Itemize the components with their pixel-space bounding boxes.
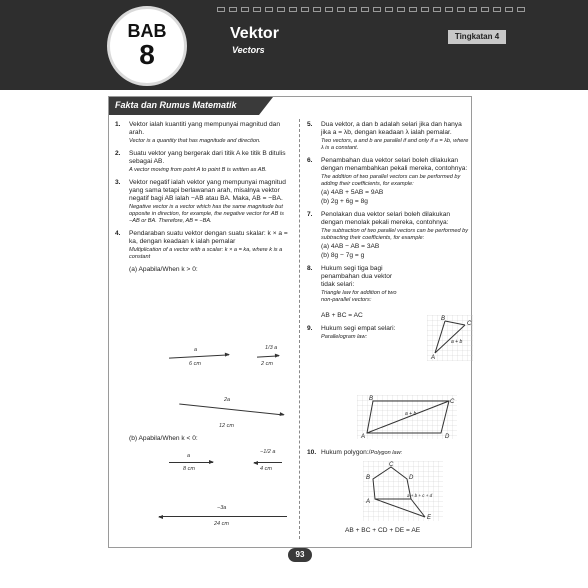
sum-label: a + b	[405, 411, 417, 417]
vector-label: a	[194, 347, 198, 353]
length-label: 12 cm	[219, 423, 234, 429]
parallelogram-diagram	[357, 395, 457, 439]
item-number: 4.	[115, 229, 121, 237]
section-banner	[109, 97, 259, 115]
example-equation: (b) 8g − 7g = g	[321, 251, 365, 259]
vector-neg-3a	[159, 505, 289, 533]
vector-arrow	[169, 354, 229, 358]
vector-third-a	[257, 345, 283, 369]
vector-a-6cm	[169, 347, 229, 369]
point-c-label: C	[450, 399, 455, 405]
fact-item-3	[115, 179, 293, 225]
chapter-subtitle: Vectors	[232, 45, 265, 55]
length-label: 2 cm	[261, 361, 273, 367]
point-e-label: E	[427, 515, 432, 521]
point-d-label: D	[445, 434, 450, 439]
column-divider	[299, 119, 300, 539]
point-b-label: B	[369, 396, 374, 402]
item-number: 2.	[115, 149, 121, 157]
point-a-label: A	[361, 434, 366, 439]
content-panel	[108, 96, 472, 548]
item-english: Polygon law:	[370, 450, 403, 456]
item-english: Two vectors, a and b are parallel if and only if a = λb, where λ is a constant.	[321, 138, 469, 151]
item-english: A vector moving from point A to point B is written as AB.	[129, 167, 267, 174]
triangle-law-diagram	[427, 315, 473, 361]
point-b-label: B	[441, 316, 446, 322]
vector-label: 2a	[224, 397, 231, 403]
vector-arrow	[169, 462, 213, 463]
item-number: 8.	[307, 264, 313, 272]
right-column	[307, 121, 469, 346]
point-a-label: A	[431, 355, 436, 361]
sum-label: a + b	[451, 339, 463, 345]
item-text: Vektor negatif ialah vektor yang mempunyai magnitud yang sama tetapi berlawanan arah, misalnya vektor negatif bagi AB ialah −AB atau BA. Maka, AB = −BA.	[129, 178, 286, 203]
vector-label: 1/3 a	[265, 345, 278, 351]
point-d-label: D	[409, 475, 414, 481]
fact-item-10	[307, 449, 469, 457]
item-number: 10.	[307, 449, 317, 456]
vector-2a	[179, 397, 284, 437]
item-text: Suatu vektor yang bergerak dari titik A ke titik B ditulis sebagai AB.	[129, 149, 286, 166]
length-label: 8 cm	[183, 466, 195, 472]
point-a-label: A	[366, 499, 371, 505]
vector-arrow	[257, 355, 279, 357]
case-b-label: (b) Apabila/When k < 0:	[129, 435, 198, 442]
page-number: 93	[288, 548, 312, 562]
item-text: Pendaraban suatu vektor dengan suatu skalar: k × a = ka, dengan keadaan k ialah pemalar	[129, 229, 288, 245]
length-label: 24 cm	[214, 521, 229, 527]
chapter-badge	[107, 6, 187, 86]
point-c-label: C	[467, 321, 472, 327]
case-a-label: (a) Apabila/When k > 0:	[129, 266, 198, 274]
example-equation: (a) 4AB − AB = 3AB	[321, 242, 380, 250]
item-text: Dua vektor, a dan b adalah selari jika dan hanya jika a = λb, dengan keadaan λ ialah pemalar.	[321, 121, 462, 137]
vector-label: a	[187, 453, 191, 459]
length-label: 4 cm	[260, 466, 272, 472]
item-number: 9.	[307, 324, 313, 332]
triangle-law-equation: AB + BC = AC	[321, 311, 363, 319]
point-b-label: B	[366, 475, 371, 481]
item-text: Hukum segi tiga bagi penambahan dua vektor tidak selari:	[321, 264, 393, 288]
example-equation: (a) 4AB + 5AB = 9AB	[321, 188, 384, 196]
vector-arrow	[254, 462, 282, 463]
item-text: Hukum segi empat selari:	[321, 324, 396, 332]
item-english: Parallelogram law:	[321, 333, 368, 340]
item-english: Negative vector is a vector which has the same magnitude but opposite in direction, for example, the negative vector for AB is −AB or BA. Therefore, AB = −BA.	[129, 204, 284, 224]
example-equation: (b) 2g + 6g = 8g	[321, 197, 368, 205]
item-english: The addition of two parallel vectors can be performed by adding their coefficients, for example:	[321, 173, 461, 187]
item-number: 6.	[307, 156, 313, 164]
polygon-equation: AB + BC + CD + DE = AE	[345, 527, 421, 534]
chapter-title: Vektor	[230, 25, 279, 42]
item-english: The subtraction of two parallel vectors can be performed by subtracting their coefficients, for example:	[321, 227, 469, 241]
sum-label: a + b + c + d	[407, 493, 433, 498]
form-badge: Tingkatan 4	[448, 30, 506, 44]
item-number: 7.	[307, 210, 313, 218]
polygon-law-equation	[345, 527, 471, 535]
case-b	[129, 435, 289, 443]
vector-label: −1/2 a	[260, 449, 276, 455]
fact-item-4	[115, 230, 293, 275]
left-column	[115, 121, 293, 280]
vector-a-8cm	[169, 453, 213, 475]
chapter-word: BAB	[127, 21, 167, 41]
fact-item-7	[307, 211, 469, 260]
section-title: Fakta dan Rumus Matematik	[115, 100, 237, 110]
item-english: Multiplication of a vector with a scalar: k × a = ka, where k is a constant	[129, 246, 283, 260]
fact-item-1	[115, 121, 293, 145]
vector-arrow	[159, 516, 287, 517]
item-text: Vektor ialah kuantiti yang mempunyai magnitud dan arah.	[129, 121, 281, 137]
fact-item-8	[307, 265, 407, 320]
point-c-label: C	[389, 462, 394, 468]
fact-item-6	[307, 157, 469, 206]
item-number: 5.	[307, 121, 313, 128]
vector-label: −3a	[217, 505, 227, 511]
vector-neg-half-a	[254, 449, 284, 475]
header-decoration	[217, 7, 525, 13]
item-number: 1.	[115, 121, 121, 128]
item-text: Penambahan dua vektor selari boleh dilakukan dengan menambahkan pekali mereka, contohnya:	[321, 156, 468, 172]
item-text: Hukum polygon:/	[321, 449, 371, 456]
length-label: 6 cm	[189, 361, 201, 367]
fact-item-5	[307, 121, 469, 152]
chapter-number: 8	[139, 39, 155, 70]
fact-item-2	[115, 150, 293, 174]
chapter-header	[0, 0, 588, 90]
item-number: 3.	[115, 178, 121, 186]
polygon-law-diagram	[363, 461, 443, 521]
vector-arrow	[179, 404, 284, 416]
item-english: Triangle law for addition of two non-parallel vectors:	[321, 290, 397, 303]
item-text: Penolakan dua vektor selari boleh dilakukan dengan menolak pekali mereka, contohnya:	[321, 210, 451, 226]
item-english: Vector is a quantity that has magnitude and direction.	[129, 138, 261, 145]
